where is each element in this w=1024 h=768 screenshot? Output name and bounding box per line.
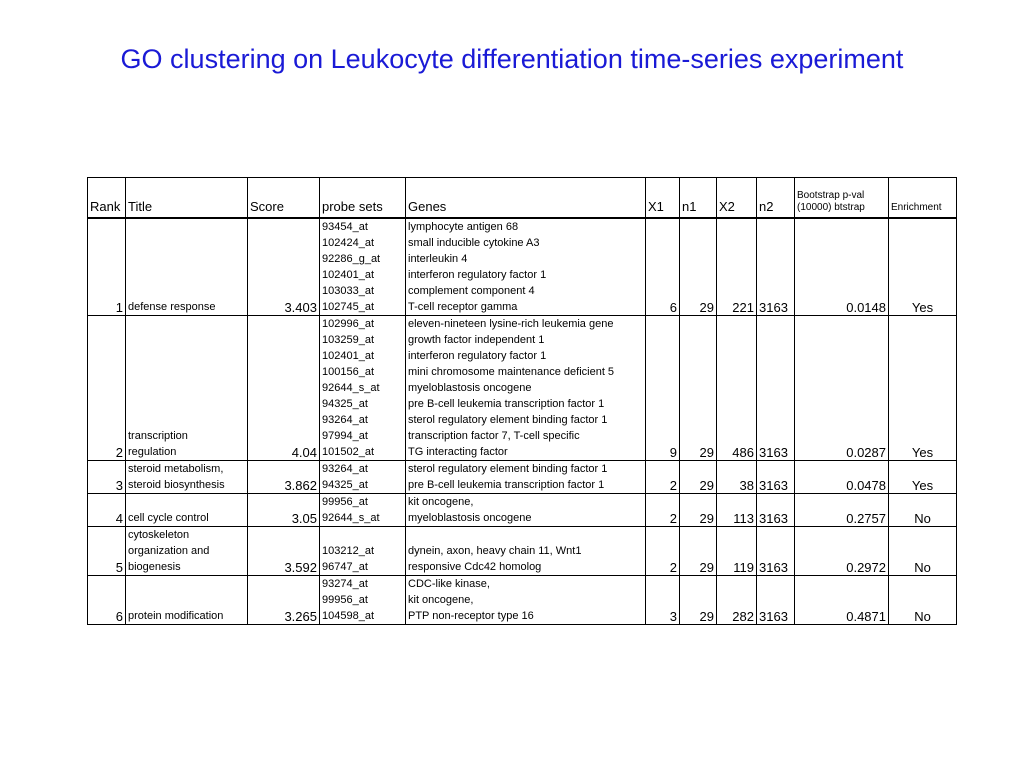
n1-cell: 29 [680,218,717,316]
genes-cell-line: TG interacting factor [408,446,508,458]
x2-cell: 38 [717,461,757,494]
title-cell-line: regulation [128,446,177,458]
genes-cell [406,494,646,527]
rank-cell: 6 [88,576,126,625]
probe-sets-cell [320,576,406,625]
enrichment-cell: No [889,527,957,576]
n1-cell: 29 [680,461,717,494]
genes-cell [406,527,646,576]
n1-cell: 29 [680,494,717,527]
probe-sets-cell-line: 93264_at [322,463,368,475]
x1-cell: 6 [646,218,680,316]
header-rank: Rank [88,178,126,219]
go-clustering-table [87,177,957,625]
genes-cell-line: dynein, axon, heavy chain 11, Wnt1 [408,545,582,557]
enrichment-cell: Yes [889,218,957,316]
probe-sets-cell-line: 102401_at [322,350,374,362]
header-score: Score [248,178,320,219]
title-cell [126,218,248,316]
genes-cell-line: eleven-nineteen lysine-rich leukemia gene [408,318,614,330]
score-cell: 3.592 [248,527,320,576]
score-cell: 3.403 [248,218,320,316]
pval-cell: 0.2757 [795,494,889,527]
probe-sets-cell [320,316,406,461]
n2-cell: 3163 [757,218,795,316]
probe-sets-cell-line: 104598_at [322,610,374,622]
title-cell [126,576,248,625]
genes-cell-line: sterol regulatory element binding factor 1 [408,414,608,426]
probe-sets-cell-line: 92644_s_at [322,512,380,524]
n1-cell: 29 [680,527,717,576]
genes-cell [406,218,646,316]
rank-cell: 5 [88,527,126,576]
n2-cell: 3163 [757,527,795,576]
pval-cell: 0.0478 [795,461,889,494]
probe-sets-cell-line: 103033_at [322,285,374,297]
probe-sets-cell-line: 103212_at [322,545,374,557]
probe-sets-cell [320,527,406,576]
n1-cell: 29 [680,576,717,625]
genes-cell-line: lymphocyte antigen 68 [408,221,519,233]
probe-sets-cell-line: 100156_at [322,366,374,378]
header-title: Title [126,178,248,219]
genes-cell-line: mini chromosome maintenance deficient 5 [408,366,615,378]
score-cell: 3.265 [248,576,320,625]
genes-cell-line: transcription factor 7, T-cell specific [408,430,580,442]
x1-cell: 2 [646,461,680,494]
enrichment-cell: Yes [889,316,957,461]
probe-sets-cell [320,218,406,316]
title-cell [126,494,248,527]
title-cell-line: steroid biosynthesis [128,479,225,491]
title-cell-line: defense response [128,301,216,313]
title-cell-line: biogenesis [128,561,181,573]
probe-sets-cell-line: 101502_at [322,446,374,458]
title-cell [126,316,248,461]
probe-sets-cell-line: 93454_at [322,221,368,233]
n2-cell: 3163 [757,316,795,461]
header-n1: n1 [680,178,717,219]
pval-cell: 0.4871 [795,576,889,625]
n2-cell: 3163 [757,461,795,494]
table-row [88,527,957,576]
probe-sets-cell-line: 92644_s_at [322,382,380,394]
table-row [88,576,957,625]
pval-cell: 0.0287 [795,316,889,461]
header-genes: Genes [406,178,646,219]
pval-cell: 0.2972 [795,527,889,576]
table-row [88,218,957,316]
probe-sets-cell-line: 102424_at [322,237,374,249]
header-bootstrap-line2: (10000) btstrap [797,202,865,213]
table-row [88,494,957,527]
title-cell [126,461,248,494]
rank-cell: 2 [88,316,126,461]
probe-sets-cell-line: 99956_at [322,594,368,606]
genes-cell-line: myeloblastosis oncogene [408,512,532,524]
score-cell: 3.05 [248,494,320,527]
probe-sets-cell [320,494,406,527]
header-enrichment: Enrichment [889,178,957,219]
x2-cell: 113 [717,494,757,527]
x2-cell: 119 [717,527,757,576]
genes-cell [406,316,646,461]
genes-cell-line: interleukin 4 [408,253,468,265]
probe-sets-cell-line: 99956_at [322,496,368,508]
genes-cell [406,461,646,494]
header-x2: X2 [717,178,757,219]
genes-cell-line: T-cell receptor gamma [408,301,518,313]
title-cell-line: steroid metabolism, [128,463,224,475]
genes-cell-line: myeloblastosis oncogene [408,382,532,394]
genes-cell-line: interferon regulatory factor 1 [408,350,547,362]
title-cell-line: protein modification [128,610,224,622]
probe-sets-cell-line: 92286_g_at [322,253,381,265]
x1-cell: 3 [646,576,680,625]
rank-cell: 4 [88,494,126,527]
rank-cell: 1 [88,218,126,316]
title-cell-line: transcription [128,430,188,442]
genes-cell-line: pre B-cell leukemia transcription factor 1 [408,479,605,491]
table-row [88,316,957,461]
table-body [88,218,957,625]
header-row [88,178,957,219]
x1-cell: 9 [646,316,680,461]
header-bootstrap [795,178,889,219]
genes-cell-line: kit oncogene, [408,594,474,606]
score-cell: 4.04 [248,316,320,461]
x2-cell: 282 [717,576,757,625]
genes-cell-line: PTP non-receptor type 16 [408,610,534,622]
x2-cell: 221 [717,218,757,316]
genes-cell-line: responsive Cdc42 homolog [408,561,542,573]
title-cell-line: cell cycle control [128,512,209,524]
x1-cell: 2 [646,494,680,527]
enrichment-cell: Yes [889,461,957,494]
probe-sets-cell-line: 93274_at [322,578,368,590]
n2-cell: 3163 [757,494,795,527]
probe-sets-cell-line: 96747_at [322,561,368,573]
table-row [88,461,957,494]
probe-sets-cell-line: 103259_at [322,334,374,346]
probe-sets-cell-line: 94325_at [322,479,368,491]
title-cell-line: cytoskeleton [128,529,190,541]
genes-cell-line: growth factor independent 1 [408,334,545,346]
header-n2: n2 [757,178,795,219]
n1-cell: 29 [680,316,717,461]
probe-sets-cell-line: 94325_at [322,398,368,410]
pval-cell: 0.0148 [795,218,889,316]
score-cell: 3.862 [248,461,320,494]
x2-cell: 486 [717,316,757,461]
title-cell [126,527,248,576]
genes-cell-line: CDC-like kinase, [408,578,490,590]
header-x1: X1 [646,178,680,219]
header-probe-sets: probe sets [320,178,406,219]
genes-cell-line: interferon regulatory factor 1 [408,269,547,281]
genes-cell [406,576,646,625]
probe-sets-cell-line: 102996_at [322,318,374,330]
genes-cell-line: sterol regulatory element binding factor 1 [408,463,608,475]
probe-sets-cell [320,461,406,494]
rank-cell: 3 [88,461,126,494]
header-bootstrap-line1: Bootstrap p-val [797,190,865,201]
probe-sets-cell-line: 102745_at [322,301,374,313]
enrichment-cell: No [889,576,957,625]
probe-sets-cell-line: 93264_at [322,414,368,426]
slide-title: GO clustering on Leukocyte differentiation time-series experiment [120,44,904,74]
probe-sets-cell-line: 97994_at [322,430,368,442]
x1-cell: 2 [646,527,680,576]
probe-sets-cell-line: 102401_at [322,269,374,281]
title-cell-line: organization and [128,545,210,557]
genes-cell-line: complement component 4 [408,285,535,297]
genes-cell-line: small inducible cytokine A3 [408,237,540,249]
genes-cell-line: kit oncogene, [408,496,474,508]
enrichment-cell: No [889,494,957,527]
genes-cell-line: pre B-cell leukemia transcription factor 1 [408,398,605,410]
n2-cell: 3163 [757,576,795,625]
